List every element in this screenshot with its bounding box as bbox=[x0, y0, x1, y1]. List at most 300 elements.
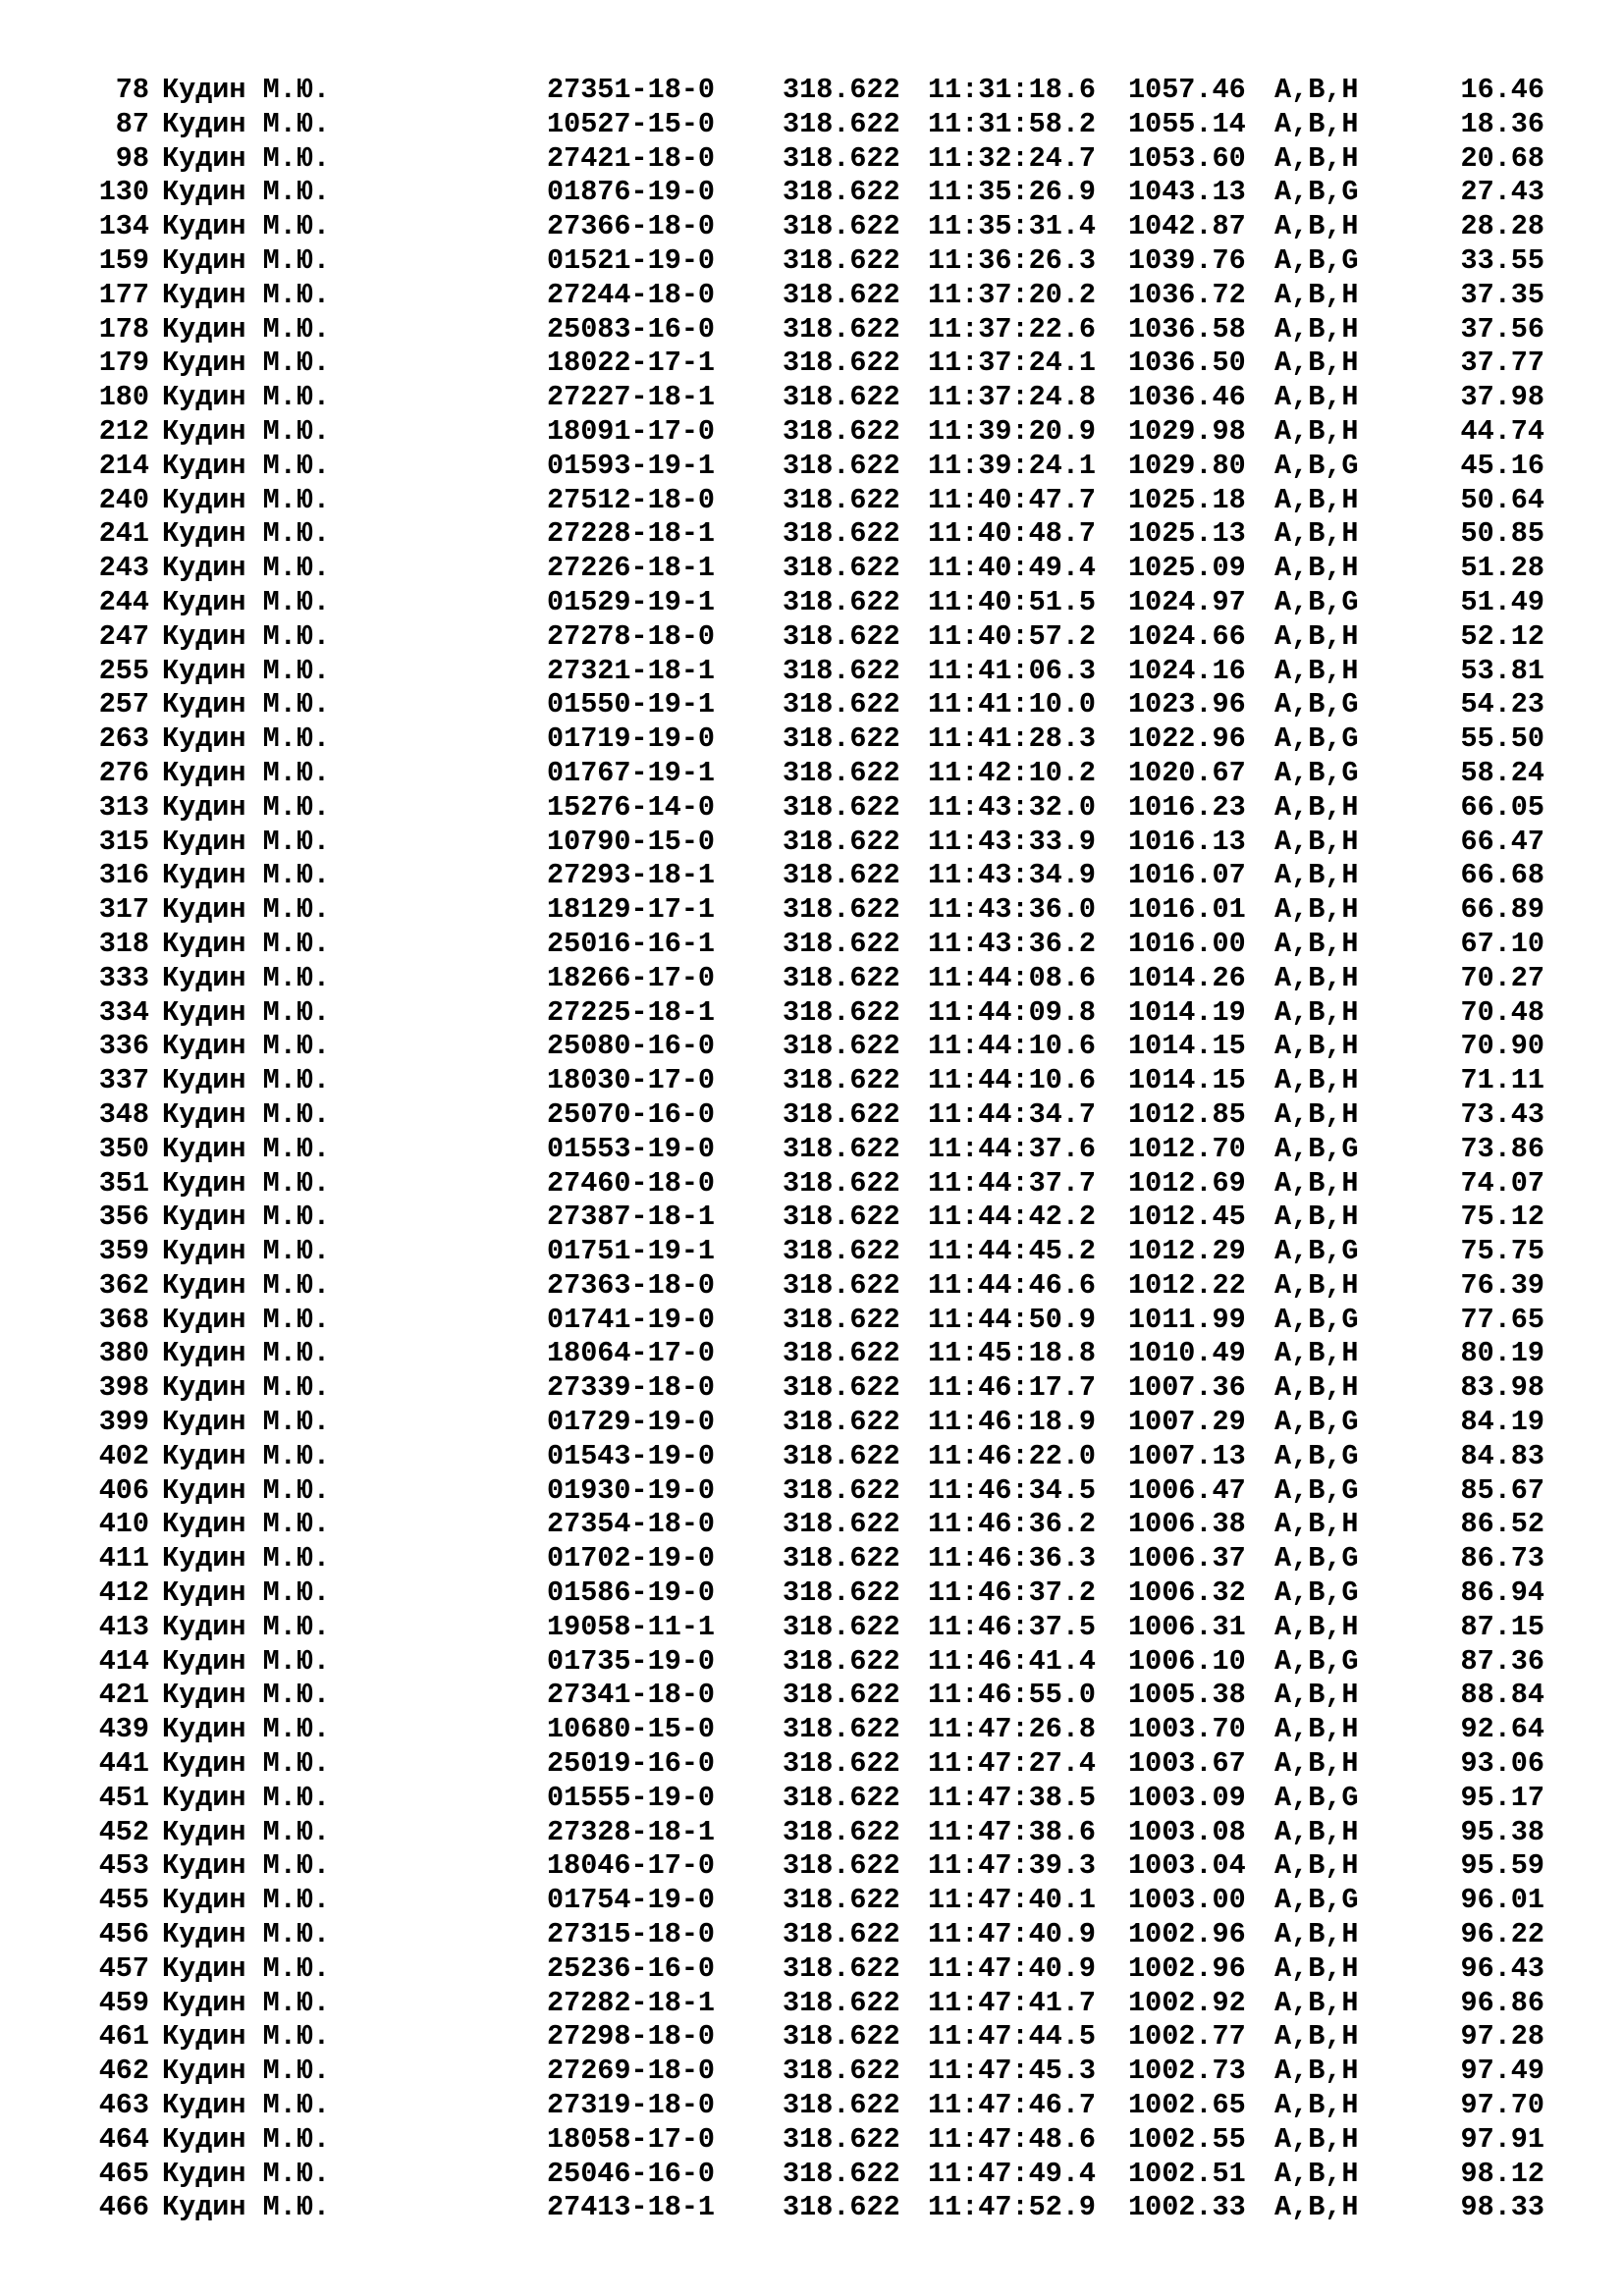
table-row bbox=[0, 1782, 1624, 1816]
table-row bbox=[0, 484, 1624, 518]
points-cell: 87.15 bbox=[1460, 1610, 1544, 1643]
place-cell: 461 bbox=[98, 2020, 149, 2054]
arrival-time-cell: 11:47:40.1 bbox=[928, 1884, 1097, 1917]
ring-number-cell: 27293-18-1 bbox=[547, 859, 716, 892]
ring-number-cell: 19058-11-1 bbox=[547, 1610, 716, 1643]
fancier-name-cell: Кудин М.Ю. bbox=[162, 74, 331, 106]
distance-cell: 318.622 bbox=[783, 1610, 900, 1643]
arrival-time-cell: 11:36:26.3 bbox=[928, 243, 1097, 277]
speed-cell: 1025.09 bbox=[1128, 552, 1246, 585]
distance-cell: 318.622 bbox=[783, 1781, 900, 1814]
speed-cell: 1003.67 bbox=[1128, 1747, 1246, 1781]
category-cell: A,B,H bbox=[1274, 483, 1359, 516]
arrival-time-cell: 11:44:34.7 bbox=[928, 1097, 1097, 1131]
fancier-name-cell: Кудин М.Ю. bbox=[162, 1542, 331, 1575]
fancier-name-cell: Кудин М.Ю. bbox=[162, 1884, 331, 1917]
points-cell: 66.05 bbox=[1460, 790, 1544, 824]
ring-number-cell: 10790-15-0 bbox=[547, 825, 716, 858]
fancier-name-cell: Кудин М.Ю. bbox=[162, 1132, 331, 1165]
place-cell: 410 bbox=[98, 1508, 149, 1541]
arrival-time-cell: 11:37:20.2 bbox=[928, 278, 1097, 311]
speed-cell: 1006.10 bbox=[1128, 1644, 1246, 1678]
category-cell: A,B,G bbox=[1274, 1439, 1359, 1472]
fancier-name-cell: Кудин М.Ю. bbox=[162, 1781, 331, 1814]
points-cell: 70.48 bbox=[1460, 995, 1544, 1029]
table-row bbox=[0, 722, 1624, 757]
ring-number-cell: 27315-18-0 bbox=[547, 1918, 716, 1951]
points-cell: 50.85 bbox=[1460, 517, 1544, 551]
speed-cell: 1012.22 bbox=[1128, 1268, 1246, 1302]
category-cell: A,B,G bbox=[1274, 449, 1359, 482]
distance-cell: 318.622 bbox=[783, 1371, 900, 1405]
distance-cell: 318.622 bbox=[783, 1815, 900, 1848]
place-cell: 241 bbox=[98, 517, 149, 551]
distance-cell: 318.622 bbox=[783, 312, 900, 346]
fancier-name-cell: Кудин М.Ю. bbox=[162, 1473, 331, 1507]
distance-cell: 318.622 bbox=[783, 141, 900, 175]
place-cell: 318 bbox=[98, 927, 149, 960]
fancier-name-cell: Кудин М.Ю. bbox=[162, 1166, 331, 1200]
speed-cell: 1007.13 bbox=[1128, 1439, 1246, 1472]
arrival-time-cell: 11:46:36.3 bbox=[928, 1542, 1097, 1575]
fancier-name-cell: Кудин М.Ю. bbox=[162, 2089, 331, 2122]
category-cell: A,B,H bbox=[1274, 1747, 1359, 1781]
ring-number-cell: 27413-18-1 bbox=[547, 2191, 716, 2224]
points-cell: 66.89 bbox=[1460, 893, 1544, 927]
distance-cell: 318.622 bbox=[783, 722, 900, 756]
table-row bbox=[0, 826, 1624, 860]
ring-number-cell: 10527-15-0 bbox=[547, 107, 716, 140]
category-cell: A,B,H bbox=[1274, 995, 1359, 1029]
place-cell: 457 bbox=[98, 1951, 149, 1985]
category-cell: A,B,H bbox=[1274, 414, 1359, 448]
arrival-time-cell: 11:44:46.6 bbox=[928, 1268, 1097, 1302]
distance-cell: 318.622 bbox=[783, 2089, 900, 2122]
category-cell: A,B,H bbox=[1274, 1951, 1359, 1985]
place-cell: 159 bbox=[98, 243, 149, 277]
place-cell: 421 bbox=[98, 1679, 149, 1712]
speed-cell: 1002.96 bbox=[1128, 1951, 1246, 1985]
arrival-time-cell: 11:47:38.6 bbox=[928, 1815, 1097, 1848]
speed-cell: 1003.09 bbox=[1128, 1781, 1246, 1814]
category-cell: A,B,G bbox=[1274, 722, 1359, 756]
points-cell: 77.65 bbox=[1460, 1303, 1544, 1336]
category-cell: A,B,H bbox=[1274, 210, 1359, 243]
points-cell: 45.16 bbox=[1460, 449, 1544, 482]
ring-number-cell: 27226-18-1 bbox=[547, 552, 716, 585]
distance-cell: 318.622 bbox=[783, 1303, 900, 1336]
table-row bbox=[0, 1098, 1624, 1133]
points-cell: 85.67 bbox=[1460, 1473, 1544, 1507]
points-cell: 80.19 bbox=[1460, 1337, 1544, 1370]
points-cell: 73.86 bbox=[1460, 1132, 1544, 1165]
table-row bbox=[0, 552, 1624, 586]
category-cell: A,B,H bbox=[1274, 1064, 1359, 1097]
fancier-name-cell: Кудин М.Ю. bbox=[162, 176, 331, 209]
arrival-time-cell: 11:40:47.7 bbox=[928, 483, 1097, 516]
category-cell: A,B,H bbox=[1274, 654, 1359, 687]
ring-number-cell: 01729-19-0 bbox=[547, 1406, 716, 1439]
place-cell: 243 bbox=[98, 552, 149, 585]
points-cell: 51.49 bbox=[1460, 585, 1544, 618]
category-cell: A,B,H bbox=[1274, 1918, 1359, 1951]
speed-cell: 1003.00 bbox=[1128, 1884, 1246, 1917]
fancier-name-cell: Кудин М.Ю. bbox=[162, 688, 331, 721]
ring-number-cell: 25019-16-0 bbox=[547, 1747, 716, 1781]
ring-number-cell: 01521-19-0 bbox=[547, 243, 716, 277]
distance-cell: 318.622 bbox=[783, 1097, 900, 1131]
speed-cell: 1007.36 bbox=[1128, 1371, 1246, 1405]
ring-number-cell: 25070-16-0 bbox=[547, 1097, 716, 1131]
table-row bbox=[0, 244, 1624, 279]
arrival-time-cell: 11:47:41.7 bbox=[928, 1986, 1097, 2019]
category-cell: A,B,H bbox=[1274, 1371, 1359, 1405]
arrival-time-cell: 11:42:10.2 bbox=[928, 756, 1097, 789]
arrival-time-cell: 11:40:57.2 bbox=[928, 619, 1097, 653]
points-cell: 44.74 bbox=[1460, 414, 1544, 448]
ring-number-cell: 01741-19-0 bbox=[547, 1303, 716, 1336]
fancier-name-cell: Кудин М.Ю. bbox=[162, 1610, 331, 1643]
ring-number-cell: 18022-17-1 bbox=[547, 347, 716, 380]
place-cell: 177 bbox=[98, 278, 149, 311]
distance-cell: 318.622 bbox=[783, 278, 900, 311]
speed-cell: 1016.23 bbox=[1128, 790, 1246, 824]
place-cell: 317 bbox=[98, 893, 149, 927]
category-cell: A,B,H bbox=[1274, 107, 1359, 140]
speed-cell: 1012.29 bbox=[1128, 1235, 1246, 1268]
place-cell: 276 bbox=[98, 756, 149, 789]
arrival-time-cell: 11:41:06.3 bbox=[928, 654, 1097, 687]
arrival-time-cell: 11:41:10.0 bbox=[928, 688, 1097, 721]
table-row bbox=[0, 142, 1624, 177]
points-cell: 27.43 bbox=[1460, 176, 1544, 209]
category-cell: A,B,H bbox=[1274, 74, 1359, 106]
fancier-name-cell: Кудин М.Ю. bbox=[162, 585, 331, 618]
category-cell: A,B,H bbox=[1274, 1097, 1359, 1131]
fancier-name-cell: Кудин М.Ю. bbox=[162, 210, 331, 243]
table-row bbox=[0, 1611, 1624, 1645]
arrival-time-cell: 11:47:44.5 bbox=[928, 2020, 1097, 2054]
points-cell: 96.01 bbox=[1460, 1884, 1544, 1917]
arrival-time-cell: 11:43:34.9 bbox=[928, 859, 1097, 892]
points-cell: 86.52 bbox=[1460, 1508, 1544, 1541]
fancier-name-cell: Кудин М.Ю. bbox=[162, 381, 331, 414]
arrival-time-cell: 11:44:50.9 bbox=[928, 1303, 1097, 1336]
category-cell: A,B,H bbox=[1274, 825, 1359, 858]
place-cell: 255 bbox=[98, 654, 149, 687]
distance-cell: 318.622 bbox=[783, 107, 900, 140]
speed-cell: 1023.96 bbox=[1128, 688, 1246, 721]
fancier-name-cell: Кудин М.Ю. bbox=[162, 1508, 331, 1541]
arrival-time-cell: 11:45:18.8 bbox=[928, 1337, 1097, 1370]
category-cell: A,B,G bbox=[1274, 1542, 1359, 1575]
arrival-time-cell: 11:40:51.5 bbox=[928, 585, 1097, 618]
place-cell: 348 bbox=[98, 1097, 149, 1131]
table-row bbox=[0, 1371, 1624, 1406]
category-cell: A,B,H bbox=[1274, 141, 1359, 175]
category-cell: A,B,H bbox=[1274, 1201, 1359, 1234]
category-cell: A,B,H bbox=[1274, 1610, 1359, 1643]
speed-cell: 1006.38 bbox=[1128, 1508, 1246, 1541]
place-cell: 439 bbox=[98, 1713, 149, 1746]
place-cell: 130 bbox=[98, 176, 149, 209]
table-row bbox=[0, 1406, 1624, 1440]
arrival-time-cell: 11:37:24.8 bbox=[928, 381, 1097, 414]
points-cell: 73.43 bbox=[1460, 1097, 1544, 1131]
ring-number-cell: 27328-18-1 bbox=[547, 1815, 716, 1848]
place-cell: 380 bbox=[98, 1337, 149, 1370]
arrival-time-cell: 11:47:39.3 bbox=[928, 1849, 1097, 1883]
place-cell: 398 bbox=[98, 1371, 149, 1405]
category-cell: A,B,G bbox=[1274, 1303, 1359, 1336]
ring-number-cell: 27354-18-0 bbox=[547, 1508, 716, 1541]
place-cell: 462 bbox=[98, 2055, 149, 2088]
arrival-time-cell: 11:44:10.6 bbox=[928, 1064, 1097, 1097]
distance-cell: 318.622 bbox=[783, 995, 900, 1029]
place-cell: 98 bbox=[115, 141, 149, 175]
speed-cell: 1025.18 bbox=[1128, 483, 1246, 516]
category-cell: A,B,H bbox=[1274, 1815, 1359, 1848]
fancier-name-cell: Кудин М.Ю. bbox=[162, 1747, 331, 1781]
fancier-name-cell: Кудин М.Ю. bbox=[162, 1201, 331, 1234]
ring-number-cell: 27512-18-0 bbox=[547, 483, 716, 516]
place-cell: 455 bbox=[98, 1884, 149, 1917]
speed-cell: 1014.19 bbox=[1128, 995, 1246, 1029]
place-cell: 212 bbox=[98, 414, 149, 448]
arrival-time-cell: 11:46:22.0 bbox=[928, 1439, 1097, 1472]
place-cell: 247 bbox=[98, 619, 149, 653]
ring-number-cell: 01751-19-1 bbox=[547, 1235, 716, 1268]
ring-number-cell: 27225-18-1 bbox=[547, 995, 716, 1029]
ring-number-cell: 01702-19-0 bbox=[547, 1542, 716, 1575]
distance-cell: 318.622 bbox=[783, 552, 900, 585]
table-row bbox=[0, 2191, 1624, 2225]
points-cell: 52.12 bbox=[1460, 619, 1544, 653]
table-row bbox=[0, 1884, 1624, 1918]
category-cell: A,B,H bbox=[1274, 2122, 1359, 2156]
ring-number-cell: 27421-18-0 bbox=[547, 141, 716, 175]
ring-number-cell: 18058-17-0 bbox=[547, 2122, 716, 2156]
table-row bbox=[0, 517, 1624, 552]
arrival-time-cell: 11:44:42.2 bbox=[928, 1201, 1097, 1234]
place-cell: 356 bbox=[98, 1201, 149, 1234]
table-row bbox=[0, 620, 1624, 655]
points-cell: 96.43 bbox=[1460, 1951, 1544, 1985]
speed-cell: 1053.60 bbox=[1128, 141, 1246, 175]
speed-cell: 1036.50 bbox=[1128, 347, 1246, 380]
distance-cell: 318.622 bbox=[783, 1166, 900, 1200]
fancier-name-cell: Кудин М.Ю. bbox=[162, 1849, 331, 1883]
arrival-time-cell: 11:46:37.2 bbox=[928, 1576, 1097, 1610]
speed-cell: 1003.70 bbox=[1128, 1713, 1246, 1746]
fancier-name-cell: Кудин М.Ю. bbox=[162, 995, 331, 1029]
place-cell: 240 bbox=[98, 483, 149, 516]
table-row bbox=[0, 757, 1624, 791]
table-row bbox=[0, 108, 1624, 142]
category-cell: A,B,H bbox=[1274, 1166, 1359, 1200]
fancier-name-cell: Кудин М.Ю. bbox=[162, 517, 331, 551]
ring-number-cell: 27269-18-0 bbox=[547, 2055, 716, 2088]
fancier-name-cell: Кудин М.Ю. bbox=[162, 859, 331, 892]
place-cell: 180 bbox=[98, 381, 149, 414]
category-cell: A,B,H bbox=[1274, 1849, 1359, 1883]
ring-number-cell: 27319-18-0 bbox=[547, 2089, 716, 2122]
points-cell: 16.46 bbox=[1460, 74, 1544, 106]
place-cell: 337 bbox=[98, 1064, 149, 1097]
fancier-name-cell: Кудин М.Ю. bbox=[162, 1439, 331, 1472]
arrival-time-cell: 11:44:10.6 bbox=[928, 1030, 1097, 1063]
table-row bbox=[0, 347, 1624, 381]
category-cell: A,B,G bbox=[1274, 1644, 1359, 1678]
fancier-name-cell: Кудин М.Ю. bbox=[162, 483, 331, 516]
distance-cell: 318.622 bbox=[783, 790, 900, 824]
ring-number-cell: 27298-18-0 bbox=[547, 2020, 716, 2054]
table-row bbox=[0, 1713, 1624, 1747]
category-cell: A,B,H bbox=[1274, 381, 1359, 414]
category-cell: A,B,H bbox=[1274, 619, 1359, 653]
category-cell: A,B,H bbox=[1274, 2055, 1359, 2088]
fancier-name-cell: Кудин М.Ю. bbox=[162, 927, 331, 960]
speed-cell: 1002.51 bbox=[1128, 2157, 1246, 2190]
points-cell: 70.90 bbox=[1460, 1030, 1544, 1063]
category-cell: A,B,G bbox=[1274, 1576, 1359, 1610]
fancier-name-cell: Кудин М.Ю. bbox=[162, 790, 331, 824]
category-cell: A,B,G bbox=[1274, 1473, 1359, 1507]
place-cell: 359 bbox=[98, 1235, 149, 1268]
points-cell: 20.68 bbox=[1460, 141, 1544, 175]
distance-cell: 318.622 bbox=[783, 210, 900, 243]
table-row bbox=[0, 1269, 1624, 1304]
place-cell: 441 bbox=[98, 1747, 149, 1781]
distance-cell: 318.622 bbox=[783, 1884, 900, 1917]
points-cell: 75.75 bbox=[1460, 1235, 1544, 1268]
distance-cell: 318.622 bbox=[783, 2191, 900, 2224]
points-cell: 97.28 bbox=[1460, 2020, 1544, 2054]
table-row bbox=[0, 1064, 1624, 1098]
speed-cell: 1029.98 bbox=[1128, 414, 1246, 448]
distance-cell: 318.622 bbox=[783, 1918, 900, 1951]
fancier-name-cell: Кудин М.Ю. bbox=[162, 1030, 331, 1063]
points-cell: 66.47 bbox=[1460, 825, 1544, 858]
speed-cell: 1012.69 bbox=[1128, 1166, 1246, 1200]
speed-cell: 1024.66 bbox=[1128, 619, 1246, 653]
speed-cell: 1002.55 bbox=[1128, 2122, 1246, 2156]
fancier-name-cell: Кудин М.Ю. bbox=[162, 1986, 331, 2019]
distance-cell: 318.622 bbox=[783, 449, 900, 482]
table-row bbox=[0, 928, 1624, 962]
place-cell: 87 bbox=[115, 107, 149, 140]
speed-cell: 1025.13 bbox=[1128, 517, 1246, 551]
place-cell: 456 bbox=[98, 1918, 149, 1951]
arrival-time-cell: 11:35:26.9 bbox=[928, 176, 1097, 209]
fancier-name-cell: Кудин М.Ю. bbox=[162, 1064, 331, 1097]
speed-cell: 1012.70 bbox=[1128, 1132, 1246, 1165]
arrival-time-cell: 11:47:40.9 bbox=[928, 1951, 1097, 1985]
distance-cell: 318.622 bbox=[783, 1542, 900, 1575]
points-cell: 53.81 bbox=[1460, 654, 1544, 687]
points-cell: 88.84 bbox=[1460, 1679, 1544, 1712]
table-row bbox=[0, 1030, 1624, 1064]
fancier-name-cell: Кудин М.Ю. bbox=[162, 961, 331, 994]
place-cell: 315 bbox=[98, 825, 149, 858]
speed-cell: 1006.37 bbox=[1128, 1542, 1246, 1575]
points-cell: 97.91 bbox=[1460, 2122, 1544, 2156]
distance-cell: 318.622 bbox=[783, 347, 900, 380]
category-cell: A,B,G bbox=[1274, 243, 1359, 277]
arrival-time-cell: 11:46:55.0 bbox=[928, 1679, 1097, 1712]
speed-cell: 1002.92 bbox=[1128, 1986, 1246, 2019]
category-cell: A,B,G bbox=[1274, 585, 1359, 618]
fancier-name-cell: Кудин М.Ю. bbox=[162, 1235, 331, 1268]
distance-cell: 318.622 bbox=[783, 1849, 900, 1883]
table-row bbox=[0, 1440, 1624, 1474]
ring-number-cell: 01586-19-0 bbox=[547, 1576, 716, 1610]
arrival-time-cell: 11:47:38.5 bbox=[928, 1781, 1097, 1814]
arrival-time-cell: 11:46:34.5 bbox=[928, 1473, 1097, 1507]
table-row bbox=[0, 996, 1624, 1031]
ring-number-cell: 27227-18-1 bbox=[547, 381, 716, 414]
distance-cell: 318.622 bbox=[783, 517, 900, 551]
fancier-name-cell: Кудин М.Ю. bbox=[162, 141, 331, 175]
category-cell: A,B,G bbox=[1274, 1406, 1359, 1439]
points-cell: 76.39 bbox=[1460, 1268, 1544, 1302]
fancier-name-cell: Кудин М.Ю. bbox=[162, 1097, 331, 1131]
place-cell: 244 bbox=[98, 585, 149, 618]
category-cell: A,B,G bbox=[1274, 688, 1359, 721]
table-row bbox=[0, 381, 1624, 415]
points-cell: 37.56 bbox=[1460, 312, 1544, 346]
fancier-name-cell: Кудин М.Ю. bbox=[162, 414, 331, 448]
ring-number-cell: 01719-19-0 bbox=[547, 722, 716, 756]
place-cell: 411 bbox=[98, 1542, 149, 1575]
arrival-time-cell: 11:31:18.6 bbox=[928, 74, 1097, 106]
place-cell: 451 bbox=[98, 1781, 149, 1814]
speed-cell: 1014.26 bbox=[1128, 961, 1246, 994]
arrival-time-cell: 11:44:45.2 bbox=[928, 1235, 1097, 1268]
fancier-name-cell: Кудин М.Ю. bbox=[162, 1815, 331, 1848]
speed-cell: 1006.32 bbox=[1128, 1576, 1246, 1610]
distance-cell: 318.622 bbox=[783, 688, 900, 721]
distance-cell: 318.622 bbox=[783, 1064, 900, 1097]
category-cell: A,B,H bbox=[1274, 1337, 1359, 1370]
fancier-name-cell: Кудин М.Ю. bbox=[162, 1268, 331, 1302]
arrival-time-cell: 11:46:18.9 bbox=[928, 1406, 1097, 1439]
points-cell: 95.17 bbox=[1460, 1781, 1544, 1814]
table-row bbox=[0, 1235, 1624, 1269]
category-cell: A,B,H bbox=[1274, 927, 1359, 960]
speed-cell: 1016.13 bbox=[1128, 825, 1246, 858]
place-cell: 334 bbox=[98, 995, 149, 1029]
points-cell: 37.35 bbox=[1460, 278, 1544, 311]
table-row bbox=[0, 1987, 1624, 2021]
speed-cell: 1043.13 bbox=[1128, 176, 1246, 209]
points-cell: 18.36 bbox=[1460, 107, 1544, 140]
category-cell: A,B,H bbox=[1274, 893, 1359, 927]
category-cell: A,B,H bbox=[1274, 312, 1359, 346]
place-cell: 406 bbox=[98, 1473, 149, 1507]
category-cell: A,B,H bbox=[1274, 1030, 1359, 1063]
distance-cell: 318.622 bbox=[783, 1132, 900, 1165]
place-cell: 453 bbox=[98, 1849, 149, 1883]
distance-cell: 318.622 bbox=[783, 1644, 900, 1678]
table-row bbox=[0, 791, 1624, 826]
arrival-time-cell: 11:47:46.7 bbox=[928, 2089, 1097, 2122]
results-table bbox=[0, 74, 1624, 2225]
speed-cell: 1020.67 bbox=[1128, 756, 1246, 789]
fancier-name-cell: Кудин М.Ю. bbox=[162, 2020, 331, 2054]
place-cell: 214 bbox=[98, 449, 149, 482]
fancier-name-cell: Кудин М.Ю. bbox=[162, 2055, 331, 2088]
